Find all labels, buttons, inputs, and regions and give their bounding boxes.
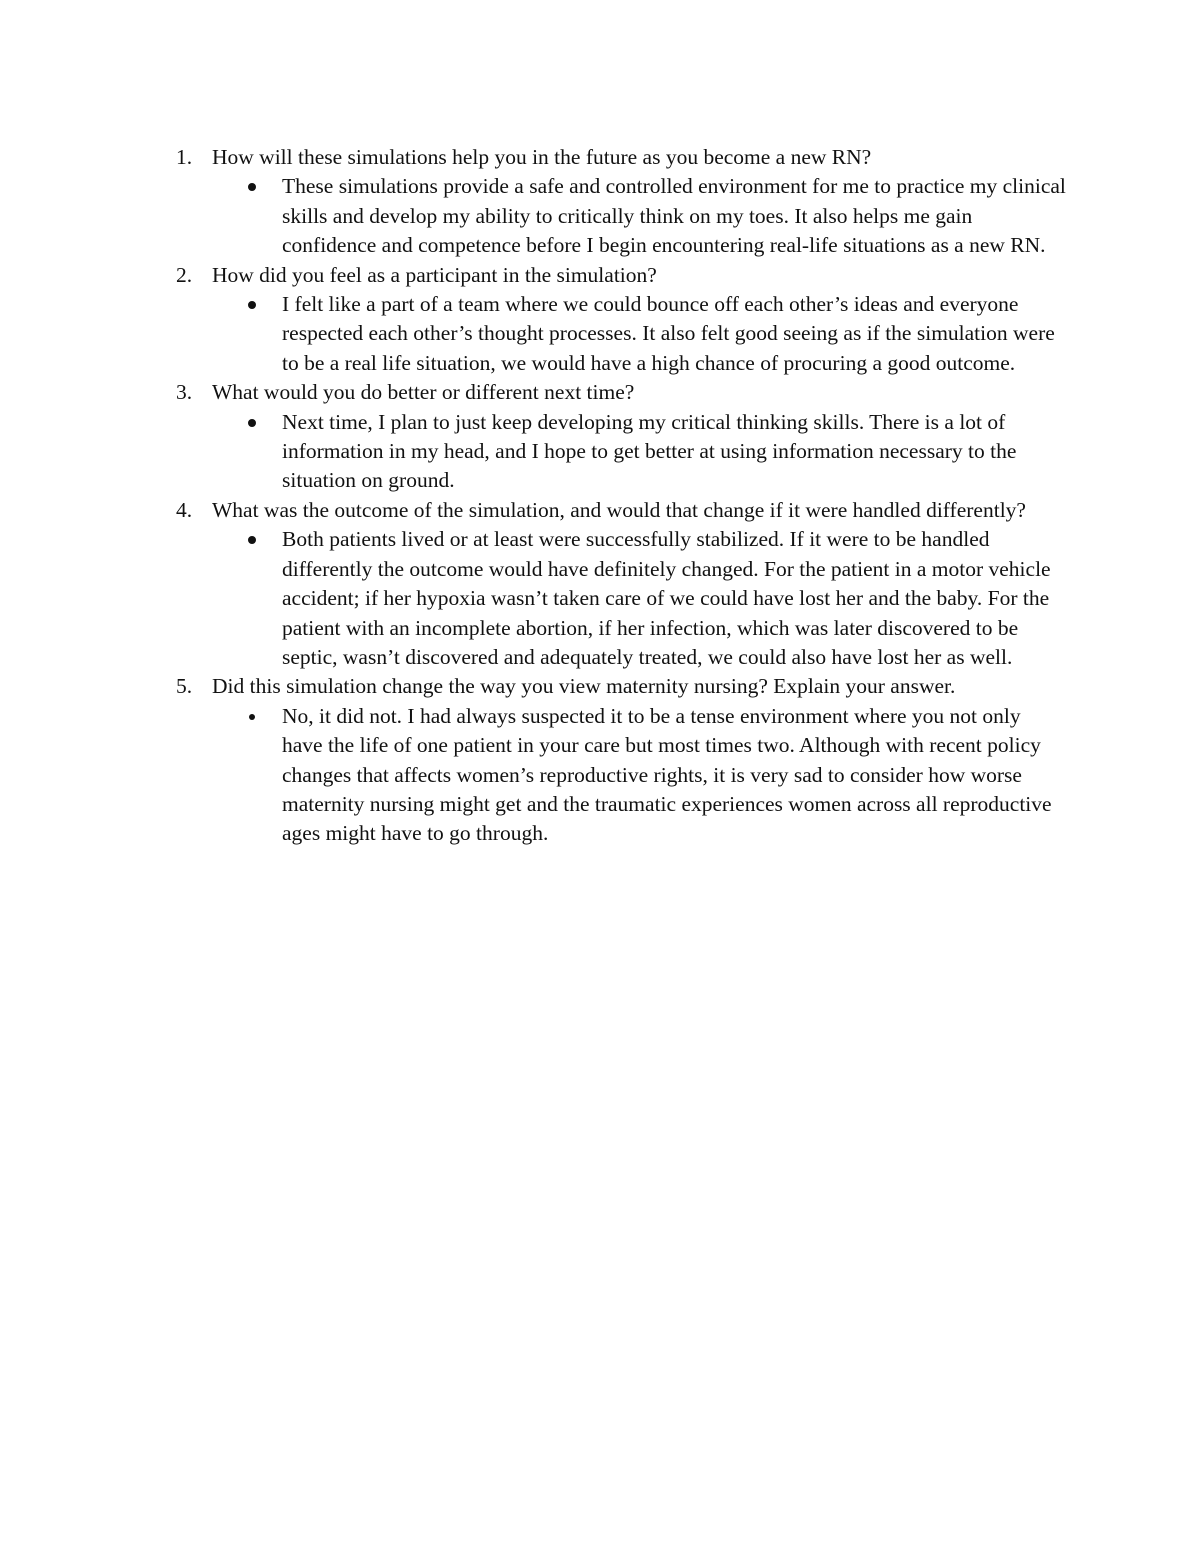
answer-text: Next time, I plan to just keep developing my critical thinking skills. There is a lot of information in my head, and I hope to get better at using information necessary to the situation on ground. (282, 409, 1017, 493)
question-text: What was the outcome of the simulation, and would that change if it were handled differently? (212, 497, 1026, 522)
question-answer-list (176, 143, 1066, 849)
answer-text: No, it did not. I had always suspected it to be a tense environment where you not only have the life of one patient in your care but most times two. Although with recent policy changes that affects women’s reproductive rights, it is very sad to consider how worse maternity nursing might get and the traumatic experiences women across all reproductive ages might have to go through. (282, 703, 1052, 846)
list-item (176, 143, 1066, 261)
bullet-icon (248, 419, 256, 427)
answer-text: I felt like a part of a team where we could bounce off each other’s ideas and everyone respected each other’s thought processes. It also felt good seeing as if the simulation were to be a real life situation, we would have a high chance of procuring a good outcome. (282, 292, 1055, 375)
bullet-icon (249, 714, 255, 720)
question-number: 4. (176, 497, 193, 522)
list-item (176, 378, 1066, 496)
answer-block (212, 290, 1066, 378)
question-number: 3. (176, 380, 193, 405)
answer-block (212, 702, 1066, 849)
list-item (176, 261, 1066, 379)
question-number: 5. (176, 674, 193, 699)
answer-block (212, 172, 1066, 260)
bullet-icon (248, 536, 256, 544)
list-item (176, 672, 1066, 848)
bullet-icon (248, 301, 256, 309)
question-text: How did you feel as a participant in the simulation? (212, 262, 657, 287)
answer-block (212, 408, 1066, 496)
question-text: What would you do better or different next time? (212, 380, 635, 405)
answer-block (212, 525, 1066, 672)
question-text: How will these simulations help you in the future as you become a new RN? (212, 145, 872, 169)
question-text: Did this simulation change the way you view maternity nursing? Explain your answer. (212, 674, 956, 699)
answer-text: These simulations provide a safe and controlled environment for me to practice my clinical skills and develop my ability to critically think on my toes. It also helps me gain confidence and competence before I begin encountering real-life situations as a new RN. (282, 174, 1066, 258)
bullet-icon (248, 183, 256, 191)
question-number: 1. (176, 145, 193, 169)
answer-text: Both patients lived or at least were successfully stabilized. If it were to be handled differently the outcome would have definitely changed. For the patient in a motor vehicle accident; if her hypoxia wasn’t taken care of we could have lost her and the baby. For the patient with an incomplete abortion, if her infection, which was later discovered to be septic, wasn’t discovered and adequately treated, we could also have lost her as well. (282, 527, 1051, 669)
question-number: 2. (176, 262, 193, 287)
list-item (176, 496, 1066, 672)
